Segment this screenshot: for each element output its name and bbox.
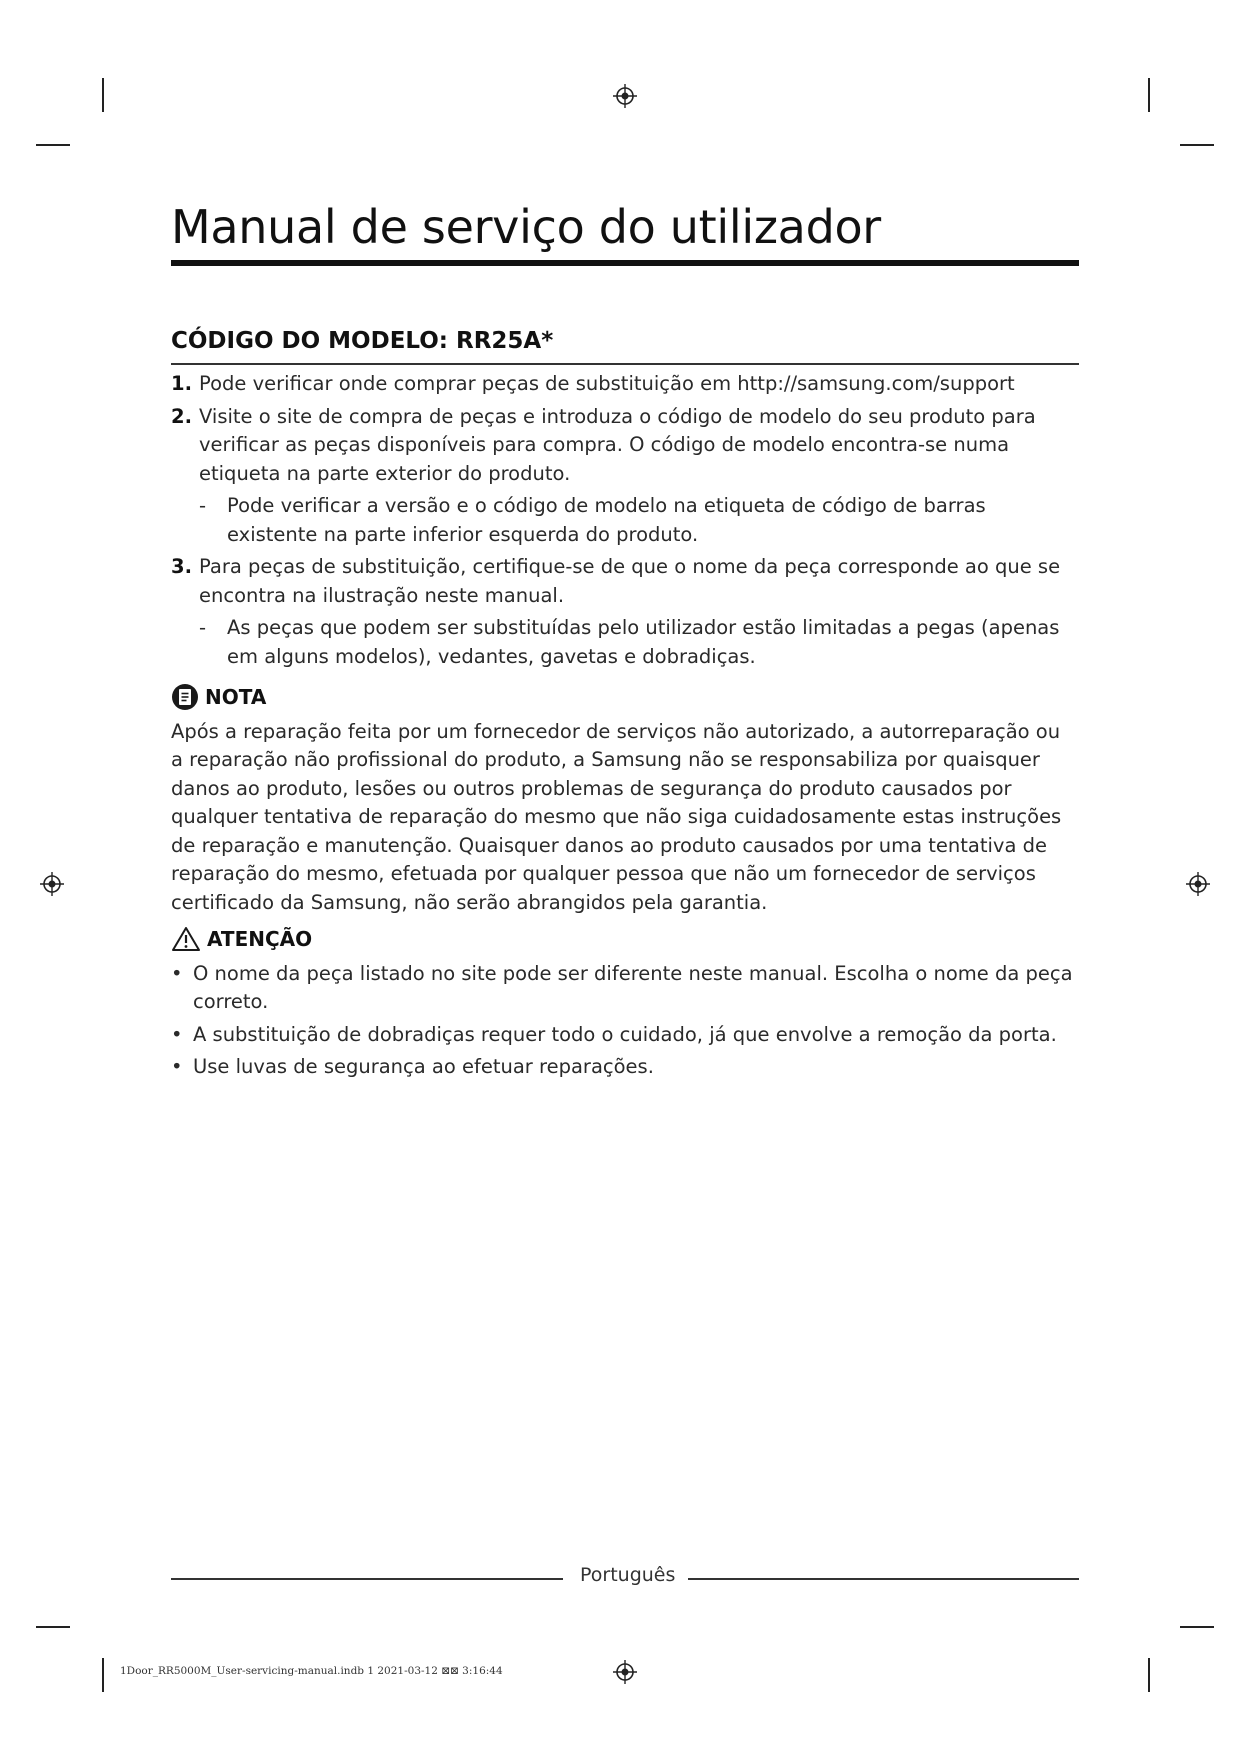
- crop-mark: [36, 144, 70, 146]
- print-slug: 1Door_RR5000M_User-servicing-manual.indb 1 2021-03-12 ⊠⊠ 3:16:44: [120, 1665, 503, 1677]
- section-heading: CÓDIGO DO MODELO: RR25A*: [171, 328, 554, 354]
- step-text: Visite o site de compra de peças e introduza o código de modelo do seu produto para verificar as peças disponíveis para compra. O código de modelo encontra-se numa etiqueta na parte exterior do produto.: [199, 404, 1036, 485]
- registration-mark-icon: [40, 872, 64, 896]
- numbered-step: [171, 553, 1076, 610]
- registration-mark-icon: [613, 1660, 637, 1684]
- list-item: [171, 1021, 1076, 1050]
- crop-mark: [1148, 78, 1150, 112]
- list-item: [171, 1053, 1076, 1082]
- list-item: [171, 960, 1076, 1017]
- section-divider: [171, 363, 1079, 365]
- list-item-text: Use luvas de segurança ao efetuar reparações.: [193, 1055, 654, 1078]
- crop-mark: [1180, 144, 1214, 146]
- crop-mark: [36, 1626, 70, 1628]
- title-divider: [171, 260, 1079, 266]
- note-label: NOTA: [205, 685, 267, 709]
- dash-bullet: -: [199, 494, 207, 517]
- numbered-step: [171, 370, 1076, 399]
- bullet: •: [171, 961, 183, 985]
- bullet: •: [171, 1022, 183, 1046]
- list-item-text: O nome da peça listado no site pode ser diferente neste manual. Escolha o nome da peça correto.: [193, 961, 1073, 1013]
- registration-mark-icon: [613, 84, 637, 108]
- step-number: 2.: [171, 404, 192, 428]
- note-icon: [171, 683, 199, 711]
- sub-item: [199, 492, 1076, 549]
- warning-icon: [171, 926, 201, 952]
- caution-label: ATENÇÃO: [207, 927, 313, 951]
- caution-heading: [171, 925, 1076, 954]
- sub-item-text: Pode verificar a versão e o código de modelo na etiqueta de código de barras existente na parte inferior esquerda do produto.: [227, 494, 986, 546]
- main-content: [171, 370, 1076, 1086]
- note-heading: [171, 683, 1076, 712]
- dash-bullet: -: [199, 616, 207, 639]
- footer-rule-right: [688, 1578, 1079, 1580]
- list-item-text: A substituição de dobradiças requer todo o cuidado, já que envolve a remoção da porta.: [193, 1022, 1057, 1046]
- crop-mark: [102, 78, 104, 112]
- step-text: Pode verificar onde comprar peças de substituição em http://samsung.com/support: [199, 372, 1015, 395]
- crop-mark: [1148, 1658, 1150, 1692]
- step-number: 3.: [171, 555, 192, 578]
- crop-mark: [102, 1658, 104, 1692]
- sub-item: [199, 614, 1076, 671]
- note-text: Após a reparação feita por um fornecedor de serviços não autorizado, a autorreparação ou a reparação não profissional do produto, a Samsung não se responsabiliza por quaisquer danos ao produto, lesões ou outros problemas de segurança do produto causados por qualquer tentativa de reparação do mesmo que não siga cuidadosamente estas instruções de reparação e manutenção. Quaisquer danos ao produto causados por uma tentativa de reparação do mesmo, efetuada por qualquer pessoa que não um fornecedor de serviços certificado da Samsung, não serão abrangidos pela garantia.: [171, 719, 1062, 914]
- sub-item-text: As peças que podem ser substituídas pelo utilizador estão limitadas a pegas (apenas em alguns modelos), vedantes, gavetas e dobradiças.: [227, 616, 1060, 668]
- numbered-step: [171, 403, 1076, 489]
- step-number: 1.: [171, 372, 192, 395]
- page-title: Manual de serviço do utilizador: [171, 200, 881, 254]
- step-text: Para peças de substituição, certifique-se de que o nome da peça corresponde ao que se encontra na ilustração neste manual.: [199, 555, 1061, 607]
- bullet: •: [171, 1055, 183, 1078]
- footer-rule-left: [171, 1578, 563, 1580]
- caution-list: [171, 960, 1076, 1082]
- registration-mark-icon: [1186, 872, 1210, 896]
- crop-mark: [1180, 1626, 1214, 1628]
- footer-language: Português: [580, 1564, 676, 1586]
